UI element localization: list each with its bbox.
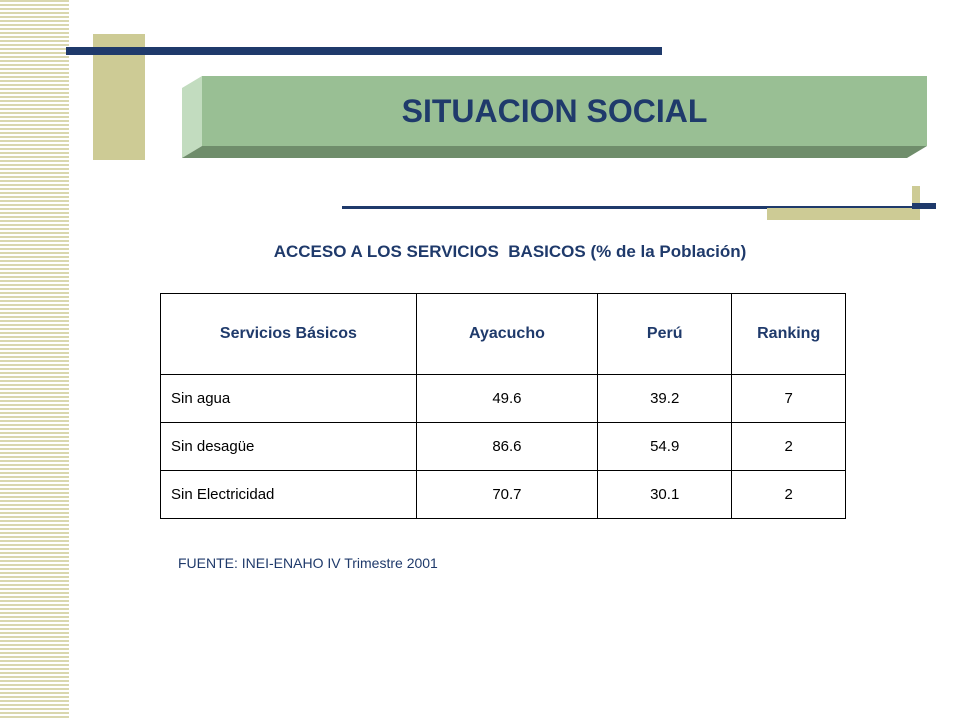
header-ayacucho: Ayacucho: [416, 294, 597, 375]
cell-service: Sin desagüe: [161, 423, 417, 471]
cell-peru: 54.9: [598, 423, 732, 471]
cell-peru: 30.1: [598, 471, 732, 519]
cell-ayacucho: 70.7: [416, 471, 597, 519]
cell-service: Sin Electricidad: [161, 471, 417, 519]
cell-ayacucho: 49.6: [416, 375, 597, 423]
navy-accent-bar-top: [66, 47, 662, 55]
table-header-row: [161, 294, 846, 375]
striped-side-decoration: [0, 0, 69, 720]
header-peru: Perú: [598, 294, 732, 375]
source-note: FUENTE: INEI-ENAHO IV Trimestre 2001: [178, 555, 438, 571]
basic-services-table: [160, 293, 846, 519]
cell-peru: 39.2: [598, 375, 732, 423]
table-row: [161, 423, 846, 471]
cell-service: Sin agua: [161, 375, 417, 423]
table-subtitle: ACCESO A LOS SERVICIOS BASICOS (% de la Población): [273, 242, 747, 261]
cell-ranking: 2: [732, 471, 846, 519]
cell-ayacucho: 86.6: [416, 423, 597, 471]
slide-title: SITUACION SOCIAL: [401, 93, 708, 129]
title-banner: [182, 76, 927, 158]
header-servicios-basicos: Servicios Básicos: [161, 294, 417, 375]
table-row: [161, 471, 846, 519]
cell-ranking: 2: [732, 423, 846, 471]
navy-accent-stub-right: [912, 203, 936, 209]
table-row: [161, 375, 846, 423]
olive-accent-block-right: [767, 208, 920, 220]
cell-ranking: 7: [732, 375, 846, 423]
header-ranking: Ranking: [732, 294, 846, 375]
